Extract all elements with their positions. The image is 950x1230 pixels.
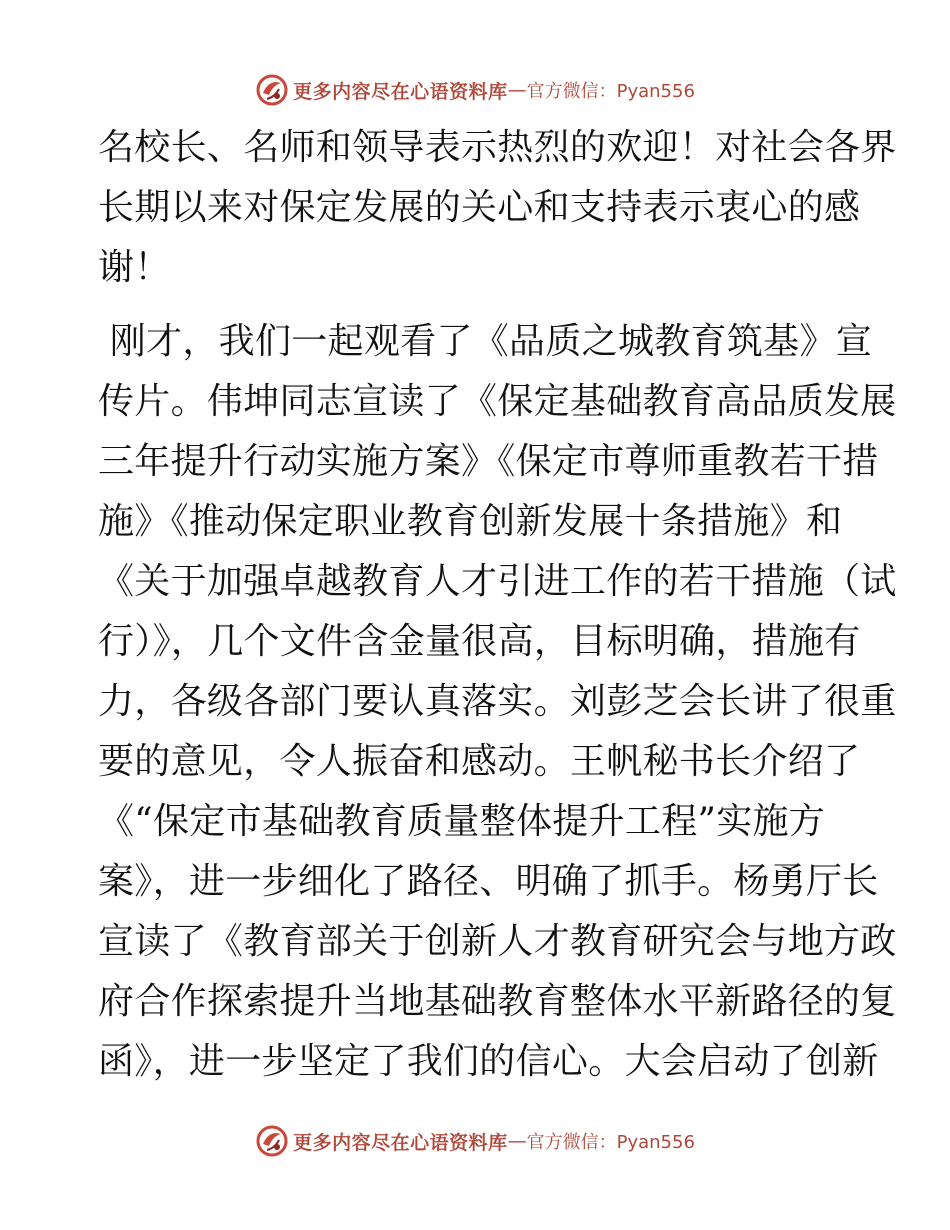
document-body: [98, 118, 897, 1092]
header-watermark-text: 更多内容尽在心语资料库: [293, 80, 508, 103]
text-line: 要的意见，令人振奋和感动。王帆秘书长介绍了: [98, 741, 861, 782]
paragraph: [98, 312, 897, 1092]
text-line: 施》《推动保定职业教育创新发展十条措施》和: [98, 501, 843, 542]
text-line: 谢！: [98, 247, 171, 288]
footer-watermark-contact: 官方微信：Pyan556: [526, 1132, 695, 1153]
text-line: 函》，进一步坚定了我们的信心。大会启动了创新: [98, 1041, 879, 1082]
text-line: 案》，进一步细化了路径、明确了抓手。杨勇厅长: [98, 861, 879, 902]
red-swirl-logo-icon: [255, 73, 289, 107]
text-line: 力，各级各部门要认真落实。刘彭芝会长讲了很重: [98, 681, 897, 722]
red-swirl-logo-icon: [255, 1124, 289, 1158]
header-watermark: [0, 72, 950, 108]
footer-watermark-text: 更多内容尽在心语资料库: [293, 1131, 508, 1154]
text-line: 宣读了《教育部关于创新人才教育研究会与地方政: [98, 921, 897, 962]
text-line: 传片。伟坤同志宣读了《保定基础教育高品质发展: [98, 381, 897, 422]
header-watermark-separator: —: [507, 79, 527, 101]
text-line: 名校长、名师和领导表示热烈的欢迎！对社会各界: [98, 127, 897, 168]
text-line: 《关于加强卓越教育人才引进工作的若干措施（试: [98, 561, 897, 602]
text-line: 刚才，我们一起观看了《品质之城教育筑基》宣: [98, 321, 873, 362]
header-watermark-contact: 官方微信：Pyan556: [526, 81, 695, 102]
text-line: 《“保定市基础教育质量整体提升工程”实施方: [98, 801, 826, 842]
footer-watermark: [0, 1123, 950, 1159]
text-line: 长期以来对保定发展的关心和支持表示衷心的感: [98, 187, 861, 228]
paragraph: [98, 118, 897, 298]
text-line: 行）》，几个文件含金量很高，目标明确，措施有: [98, 621, 861, 662]
text-line: 三年提升行动实施方案》《保定市尊师重教若干措: [98, 441, 879, 482]
text-line: 府合作探索提升当地基础教育整体水平新路径的复: [98, 981, 897, 1022]
footer-watermark-separator: —: [507, 1130, 527, 1152]
paragraph-gap: [98, 298, 858, 312]
